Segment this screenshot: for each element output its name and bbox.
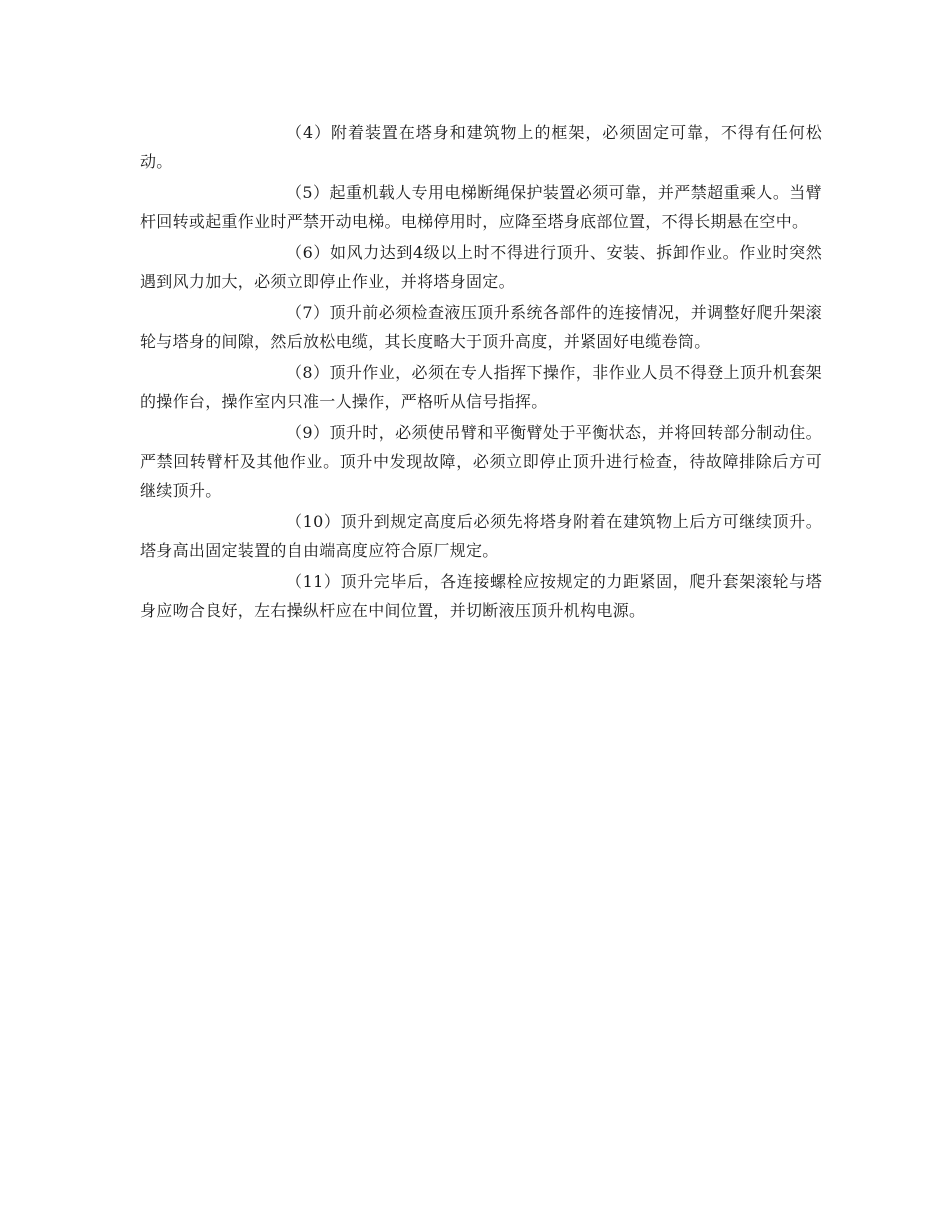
paragraph-item-7: （7）顶升前必须检查液压顶升系统各部件的连接情况，并调整好爬升架滚轮与塔身的间隙，然后放松电缆，其长度略大于顶升高度，并紧固好电缆卷筒。 — [140, 303, 822, 351]
paragraph-item-11: （11）顶升完毕后，各连接螺栓应按规定的力距紧固，爬升套架滚轮与塔身应吻合良好，左右操纵杆应在中间位置，并切断液压顶升机构电源。 — [140, 572, 822, 620]
paragraph-item-5: （5）起重机载人专用电梯断绳保护装置必须可靠，并严禁超重乘人。当臂杆回转或起重作业时严禁开动电梯。电梯停用时，应降至塔身底部位置，不得长期悬在空中。 — [140, 183, 822, 231]
paragraph-item-10: （10）顶升到规定高度后必须先将塔身附着在建筑物上后方可继续顶升。塔身高出固定装置的自由端高度应符合原厂规定。 — [140, 512, 822, 560]
paragraph-item-9: （9）顶升时，必须使吊臂和平衡臂处于平衡状态，并将回转部分制动住。严禁回转臂杆及其他作业。顶升中发现故障，必须立即停止顶升进行检查，待故障排除后方可继续顶升。 — [140, 423, 822, 500]
document-body — [140, 118, 822, 627]
paragraph-item-4: （4）附着装置在塔身和建筑物上的框架，必须固定可靠，不得有任何松动。 — [140, 123, 822, 171]
paragraph-item-6: （6）如风力达到4级以上时不得进行顶升、安装、拆卸作业。作业时突然遇到风力加大，必须立即停止作业，并将塔身固定。 — [140, 243, 822, 291]
paragraph-item-8: （8）顶升作业，必须在专人指挥下操作，非作业人员不得登上顶升机套架的操作台，操作室内只准一人操作，严格听从信号指挥。 — [140, 363, 822, 411]
